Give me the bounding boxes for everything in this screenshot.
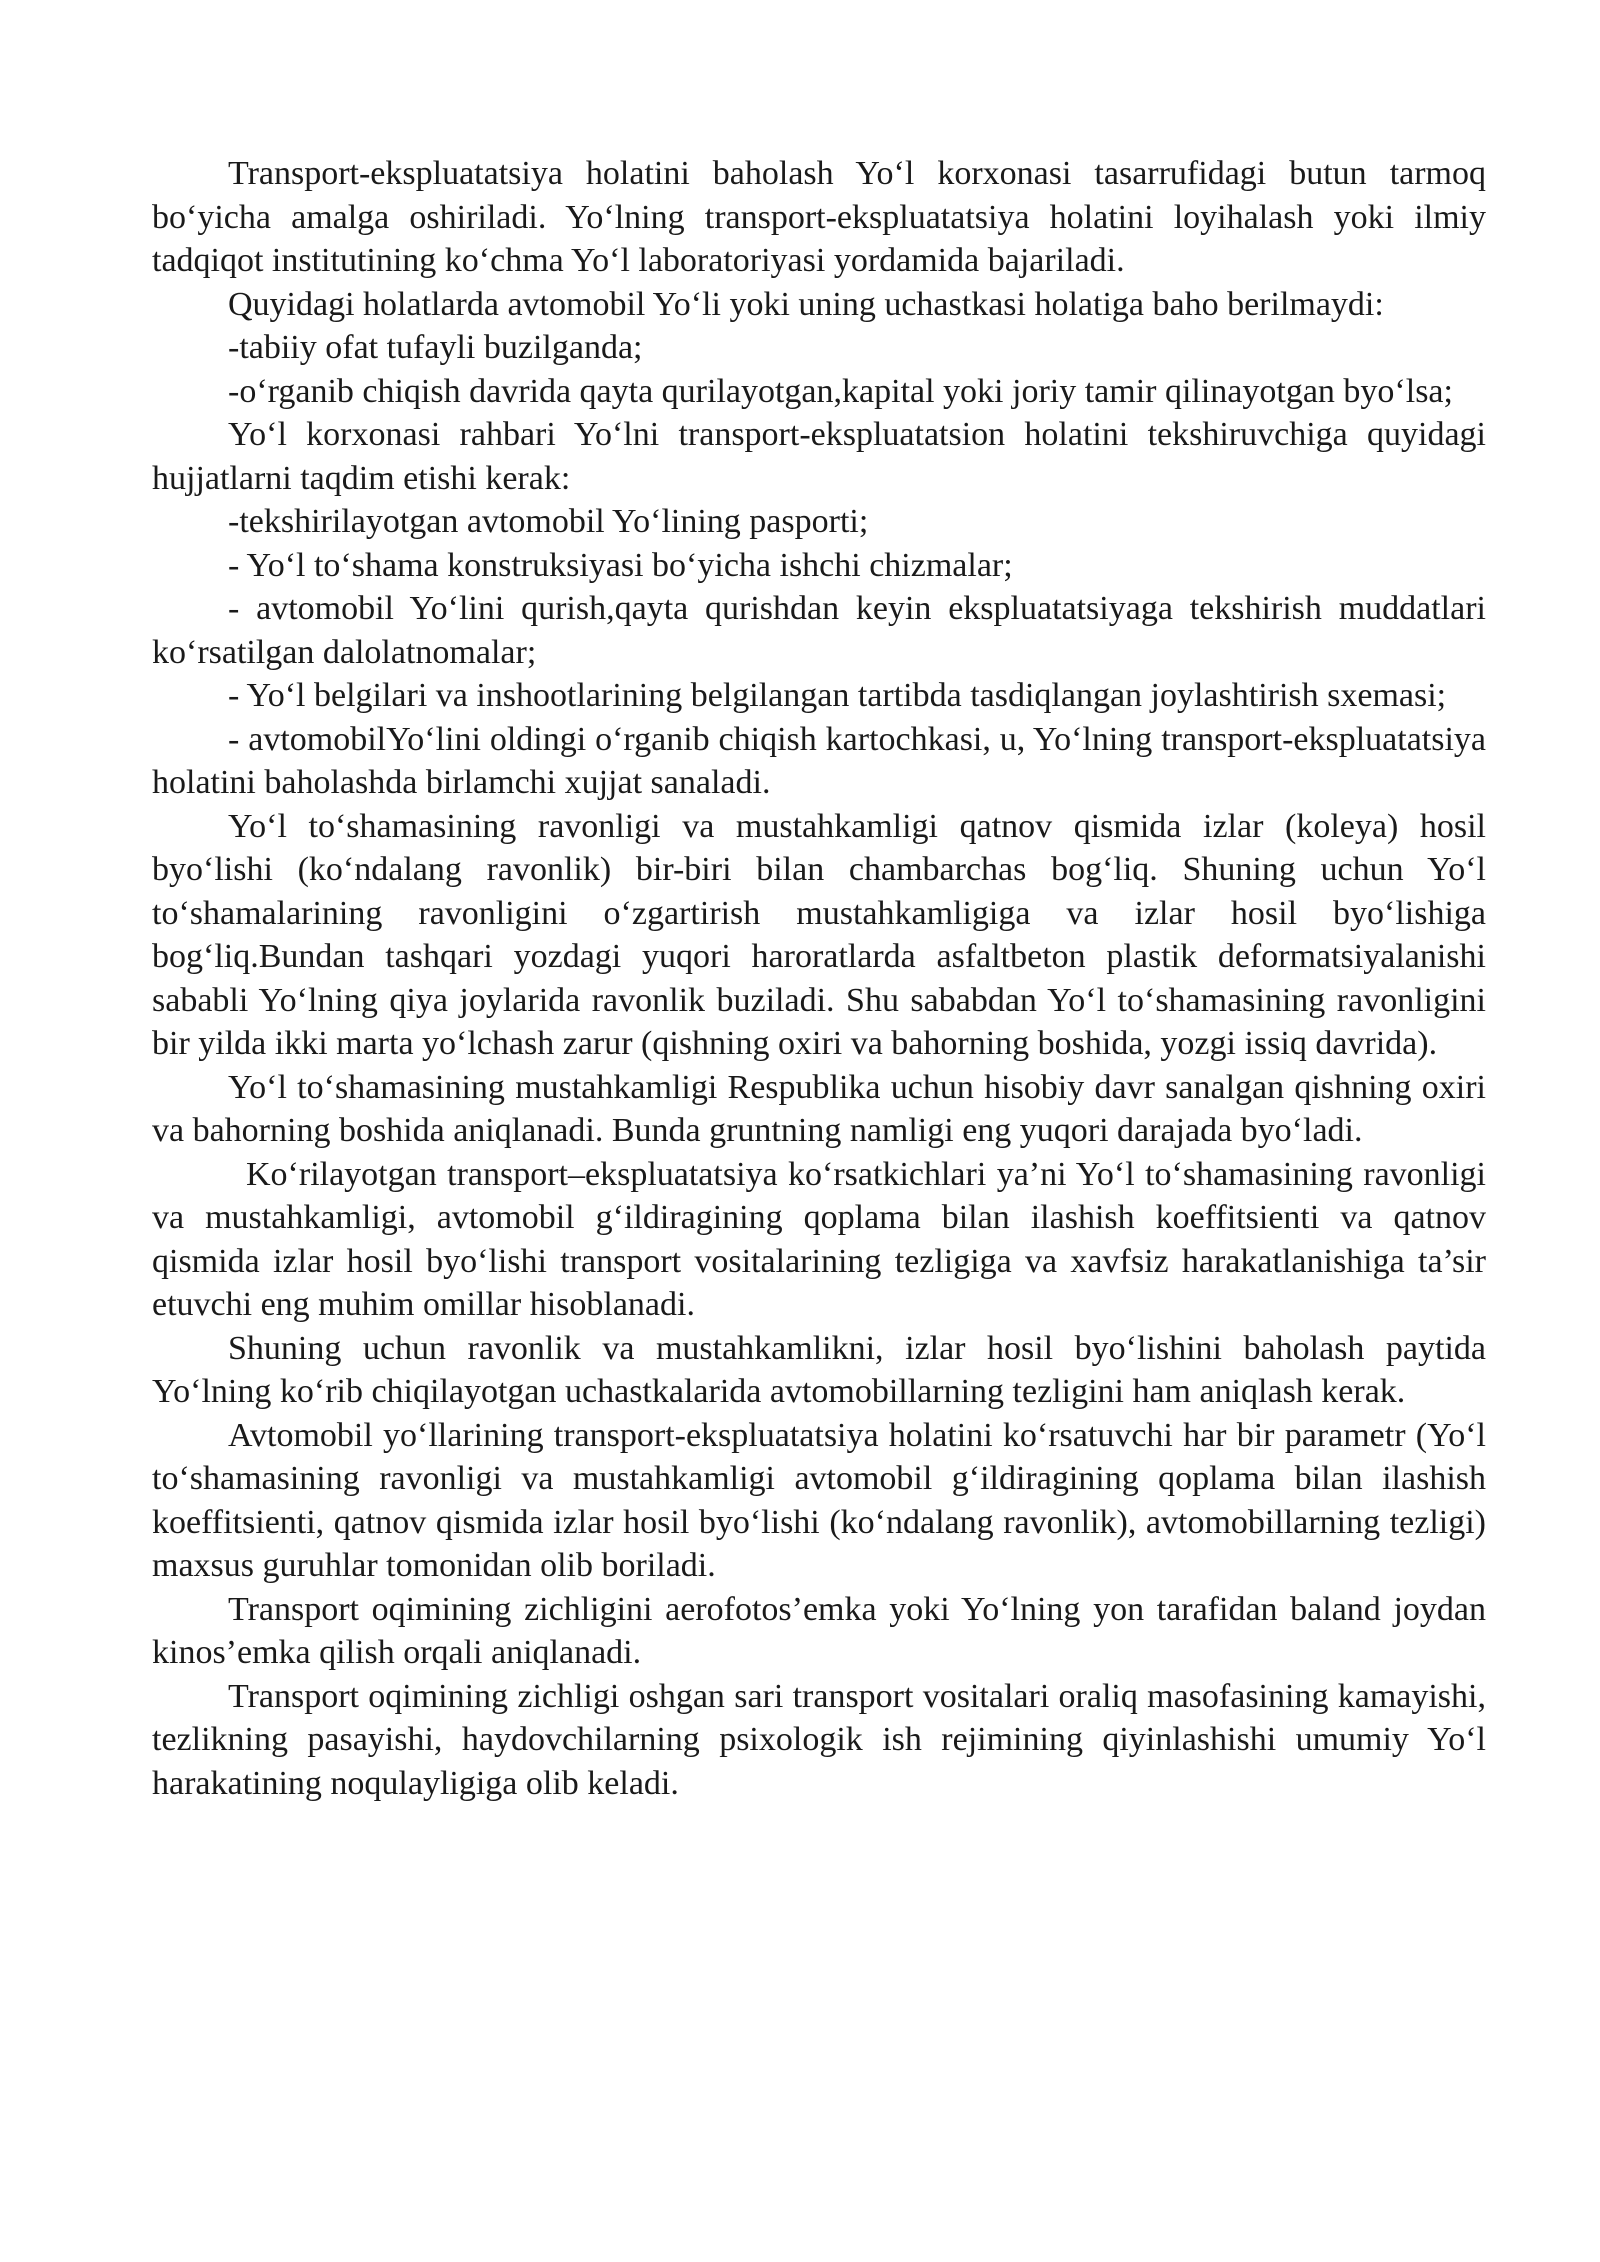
list-item-drawings: - Yo‘l to‘shama konstruksiyasi bo‘yicha ishchi chizmalar; [228,546,1013,584]
list-item-acts: - avtomobil Yo‘lini qurish,qayta qurishdan keyin ekspluatatsiyaga tekshirish muddatlari ko‘rsatilgan dalolatnomalar; [152,590,1486,671]
document-page [152,152,1486,1805]
list-item-natural-disaster: -tabiiy ofat tufayli buzilganda; [228,329,643,366]
list-item-signs-scheme: - Yo‘l belgilari va inshootlarining belgilangan tartibda tasdiqlangan joylashtirish sxemasi; [228,677,1447,714]
paragraph-conditions-heading: Quyidagi holatlarda avtomobil Yo‘li yoki uning uchastkasi holatiga baho berilmaydi: [228,285,1384,323]
list-item-survey-card: - avtomobilYo‘lini oldingi o‘rganib chiqish kartochkasi, u, Yo‘lning transport-ekspluatatsiya holatini baholashda birlamchi xujjat sanaladi. [152,720,1486,801]
paragraph-strength: Yo‘l to‘shamasining mustahkamligi Respublika uchun hisobiy davr sanalgan qishning oxiri va bahorning boshida aniqlanadi. Bunda gruntning namligi eng yuqori darajada byo‘ladi. [152,1068,1486,1149]
list-item-passport: -tekshirilayotgan avtomobil Yo‘lining pasporti; [228,503,869,540]
paragraph-traffic-density: Transport oqimining zichligini aerofotos’emka yoki Yo‘lning yon tarafidan baland joydan kinos’emka qilish orqali aniqlanadi. [152,1590,1486,1671]
paragraph-documents-heading: Yo‘l korxonasi rahbari Yo‘lni transport-ekspluatatsion holatini tekshiruvchiga quyidagi hujjatlarni taqdim etishi kerak: [152,416,1486,497]
paragraph-conclusion: Transport oqimining zichligi oshgan sari transport vositalari oraliq masofasining kamayishi, tezlikning pasayishi, haydovchilarning psixologik ish rejimining qiyinlashishi umumiy Yo‘l harakatining noqulayligiga olib keladi. [152,1677,1486,1802]
paragraph-intro: Transport-ekspluatatsiya holatini baholash Yo‘l korxonasi tasarrufidagi butun tarmoq bo‘yicha amalga oshiriladi. Yo‘lning transport-ekspluatatsiya holatini loyihalash yoki ilmiy tadqiqot institutining ko‘chma Yo‘l laboratoriyasi yordamida bajariladi. [152,155,1486,279]
paragraph-parameters: Avtomobil yo‘llarining transport-ekspluatatsiya holatini ko‘rsatuvchi har bir parametr (Yo‘l to‘shamasining ravonligi va mustahkamligi avtomobil g‘ildiragining qoplama bilan ilashish koeffitsienti, qatnov qismida izlar hosil byo‘lishi (ko‘ndalang ravonlik), avtomobillarning tezligi) maxsus guruhlar tomonidan olib boriladi. [152,1416,1486,1584]
paragraph-speed: Shuning uchun ravonlik va mustahkamlikni, izlar hosil byo‘lishini baholash paytida Yo‘lning ko‘rib chiqilayotgan uchastkalarida avtomobillarning tezligini ham aniqlash kerak. [152,1329,1486,1410]
list-item-reconstruction: -o‘rganib chiqish davrida qayta qurilayotgan,kapital yoki joriy tamir qilinayotgan byo‘lsa; [228,372,1453,410]
paragraph-evenness: Yo‘l to‘shamasining ravonligi va mustahkamligi qatnov qismida izlar (koleya) hosil byo‘lishi (ko‘ndalang ravonlik) bir-biri bilan chambarchas bog‘liq. Shuning uchun Yo‘l to‘shamalarining ravonligini o‘zgartirish mustahkamligiga va izlar hosil byo‘lishiga bog‘liq.Bundan tashqari yozdagi yuqori haroratlarda asfaltbeton plastik deformatsiyalanishi sababli Yo‘lning qiya joylarida ravonlik buziladi. Shu sababdan Yo‘l to‘shamasining ravonligini bir yilda ikki marta yo‘lchash zarur (qishning oxiri va bahorning boshida, yozgi issiq davrida). [152,807,1486,1062]
paragraph-indicators: Ko‘rilayotgan transport–ekspluatatsiya ko‘rsatkichlari ya’ni Yo‘l to‘shamasining ravonligi va mustahkamligi, avtomobil g‘ildiragining qoplama bilan ilashish koeffitsienti va qatnov qismida izlar hosil byo‘lishi transport vositalarining tezligiga va xavfsiz harakatlanishiga ta’sir etuvchi eng muhim omillar hisoblanadi. [152,1155,1486,1323]
